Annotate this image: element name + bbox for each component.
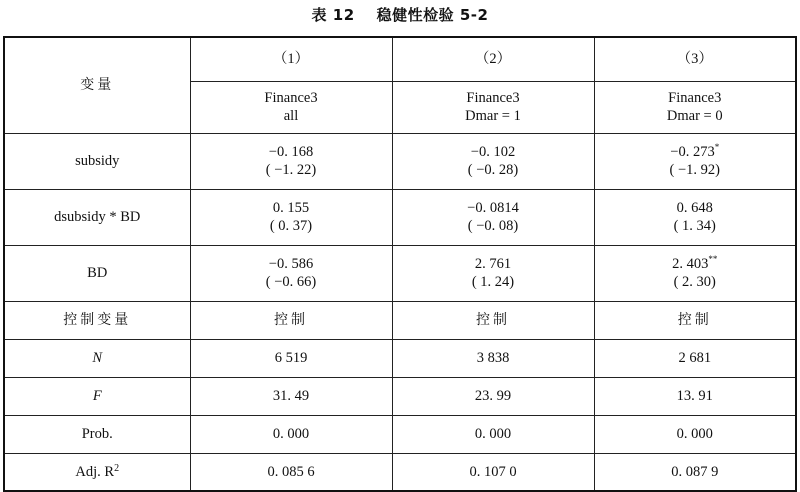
coefficient: −0. 273: [670, 144, 715, 160]
value-cell: 2 681: [594, 339, 796, 377]
control-cell: 控制: [190, 301, 392, 339]
value-cell: 3 838: [392, 339, 594, 377]
table-row-n: [4, 339, 796, 377]
t-statistic: ( 1. 34): [673, 218, 716, 234]
value-cell: 0. 107 0: [392, 453, 594, 491]
t-statistic: ( −1. 22): [265, 162, 317, 178]
row-label: [4, 453, 190, 491]
row-label: F: [4, 377, 190, 415]
dependent-variable: Finance3: [264, 90, 318, 106]
table-row-bd: [4, 245, 796, 301]
coefficient-cell: [190, 133, 392, 189]
column-number: （3）: [594, 37, 796, 81]
value-cell: 0. 087 9: [594, 453, 796, 491]
value-cell: 0. 000: [190, 415, 392, 453]
coefficient: −0. 0814: [467, 200, 519, 216]
t-statistic: ( 2. 30): [673, 274, 716, 290]
coefficient: −0. 586: [268, 256, 314, 272]
t-statistic: ( 0. 37): [269, 218, 313, 234]
value-cell: 13. 91: [594, 377, 796, 415]
table-number: 表 12: [311, 6, 355, 24]
coefficient-cell: [392, 245, 594, 301]
coefficient: 2. 761: [474, 256, 512, 272]
t-statistic: ( 1. 24): [471, 274, 515, 290]
superscript: 2: [114, 462, 120, 474]
sample-label: all: [283, 108, 299, 124]
coefficient-cell: [594, 133, 796, 189]
row-label: 控制变量: [4, 301, 190, 339]
table-row-prob: [4, 415, 796, 453]
sample-label: Dmar = 0: [666, 108, 723, 124]
adj-r2-label: Adj. R: [75, 463, 115, 480]
control-cell: 控制: [594, 301, 796, 339]
row-label: N: [4, 339, 190, 377]
value-cell: 6 519: [190, 339, 392, 377]
table-row-adj-r2: [4, 453, 796, 491]
dependent-variable: Finance3: [466, 90, 520, 106]
coefficient: 0. 648: [676, 200, 713, 216]
column-header: [190, 81, 392, 133]
row-label: dsubsidy * BD: [4, 189, 190, 245]
significance-stars: *: [714, 142, 720, 152]
coefficient: −0. 168: [268, 144, 314, 160]
column-number: （2）: [392, 37, 594, 81]
sample-label: Dmar = 1: [465, 108, 521, 124]
value-cell: 0. 085 6: [190, 453, 392, 491]
coefficient: −0. 102: [470, 144, 516, 160]
table-row-dsubsidy-bd: [4, 189, 796, 245]
column-number: （1）: [190, 37, 392, 81]
column-header: [594, 81, 796, 133]
column-header: [392, 81, 594, 133]
row-label: Prob.: [4, 415, 190, 453]
coefficient: 2. 403: [672, 256, 709, 272]
t-statistic: ( −0. 08): [467, 218, 519, 234]
coefficient: 0. 155: [272, 200, 310, 216]
variable-header: 变量: [4, 37, 190, 133]
table-title: 稳健性检验 5-2: [376, 6, 489, 24]
coefficient-cell: [392, 133, 594, 189]
significance-stars: **: [708, 254, 718, 264]
coefficient-cell: [190, 189, 392, 245]
table-row-controls: [4, 301, 796, 339]
row-label: subsidy: [4, 133, 190, 189]
t-statistic: ( −1. 92): [669, 162, 720, 178]
header-row-numbers: [4, 37, 796, 81]
robustness-table: [3, 36, 797, 492]
value-cell: 23. 99: [392, 377, 594, 415]
row-label: BD: [4, 245, 190, 301]
coefficient-cell: [190, 245, 392, 301]
coefficient-cell: [594, 245, 796, 301]
dependent-variable: Finance3: [668, 90, 722, 106]
coefficient-cell: [594, 189, 796, 245]
table-row-subsidy: [4, 133, 796, 189]
value-cell: 0. 000: [594, 415, 796, 453]
control-cell: 控制: [392, 301, 594, 339]
coefficient-cell: [392, 189, 594, 245]
value-cell: 0. 000: [392, 415, 594, 453]
t-statistic: ( −0. 66): [265, 274, 317, 290]
table-caption: [0, 4, 800, 25]
table-row-f: [4, 377, 796, 415]
value-cell: 31. 49: [190, 377, 392, 415]
t-statistic: ( −0. 28): [467, 162, 519, 178]
